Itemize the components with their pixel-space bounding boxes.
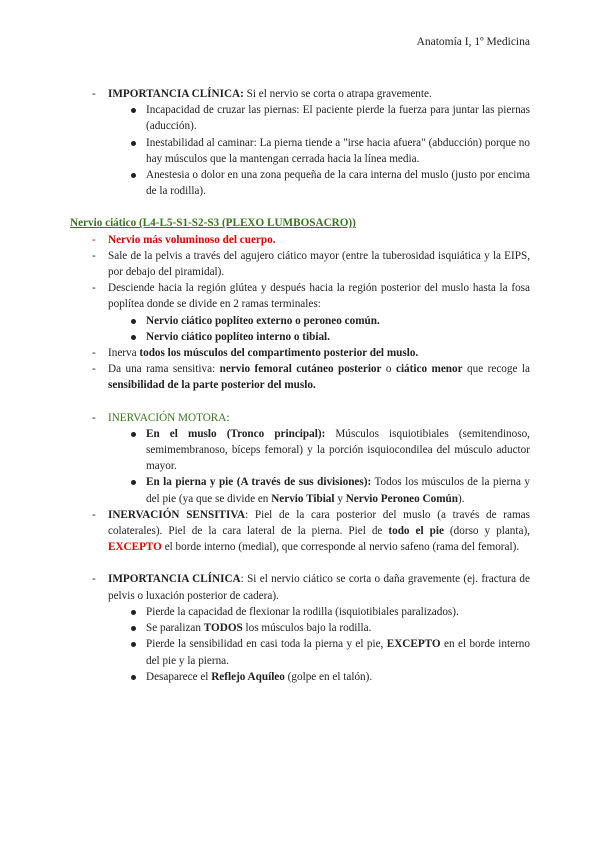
list-item: Inestabilidad al caminar: La pierna tiende a "irse hacia afuera" (abducción) porque no hay músculos que la mantengan cerrada hacia la línea media. [70,135,530,167]
list-item: Anestesia o dolor en una zona pequeña de la cara interna del muslo (justo por encima de la rodilla). [70,167,530,199]
branch-text: Nervio ciático poplíteo externo o peroneo común. [146,314,380,327]
motor-bullet-list [70,426,530,507]
text-span: ). [457,492,465,505]
list-item [70,669,530,685]
sensory-innervation-item [70,507,530,556]
text-span: (golpe en el talón). [284,670,373,683]
branches-list [70,313,530,345]
list-item [70,345,530,361]
bold-span: Reflejo Aquíleo [211,670,285,683]
text-span: Inerva [108,347,140,360]
text-span: Pierde la sensibilidad en casi toda la pierna y el pie, [146,638,387,651]
bold-span: sensibilidad de la parte posterior del muslo. [108,379,316,392]
text-span: Desaparece el [146,670,212,683]
bold-span: Nervio Tibial [271,492,335,505]
red-highlight-text: Nervio más voluminoso del cuerpo. [108,233,276,246]
list-item: Pierde la capacidad de flexionar la rodilla (isquiotibiales paralizados). [70,604,530,620]
bold-span: En la pierna y pie (A través de sus divisiones): [146,476,372,489]
branch-text: Nervio ciático poplíteo interno o tibial. [146,330,330,343]
list-item: - Sale de la pelvis a través del agujero ciático mayor (entre la tuberosidad isquiática y la EIPS, por debajo del piramidal). [70,248,530,280]
clinical-importance-item [70,571,530,603]
text-span: Se paralizan [146,622,204,635]
text-span: que recoge la [462,363,530,376]
except-highlight: EXCEPTO [108,541,162,554]
bold-span: nervio femoral cutáneo posterior [219,363,382,376]
list-item [70,329,530,345]
bold-span: todos los músculos del compartimento posterior del muslo. [139,347,419,360]
section-title: Nervio ciático (L4-L5-S1-S2-S3 (PLEXO LUMBOSACRO)) [70,217,356,230]
list-item [70,426,530,475]
list-item [70,636,530,668]
list-item [70,313,530,329]
clinical-importance-text: Si el nervio se corta o atrapa gravemente. [243,88,432,100]
sensory-innervation-label: INERVACIÓN SENSITIVA [108,508,246,521]
list-item: - Desciende hacia la región glútea y después hacia la región posterior del muslo hasta la fosa poplítea donde se divide en 2 ramas terminales: [70,280,530,312]
bold-span: TODOS [203,622,243,635]
clinical-bullet-list [70,102,530,199]
text-span: los músculos bajo la rodilla. [242,622,372,635]
text-span: Da una rama sensitiva: [108,363,220,376]
clinical-importance-label: IMPORTANCIA CLÍNICA: [108,88,244,100]
bold-span: todo el pie [388,525,444,538]
text-span: Todos los músculos de la pierna y del pie (ya que se divide en [146,476,531,505]
clinical-importance-label: IMPORTANCIA CLÍNICA [108,573,241,586]
clinical-importance-item [70,86,530,102]
text-span: : Piel de la cara posterior del muslo (a través de ramas colaterales). Piel de la cara lateral de la pierna. Piel de [108,508,530,538]
clinical-bullet-list [70,604,530,685]
red-highlight-item [70,232,530,248]
text-span: : Si el nervio ciático se corta o daña gravemente (ej. fractura de pelvis o luxación posterior de cadera). [108,573,530,602]
bold-span: EXCEPTO [386,638,441,651]
text-span: Músculos isquiotibiales (semitendinoso, semimembranoso, bíceps femoral) y la porción isquiocondilea del músculo aductor mayor. [146,427,530,473]
text-span: el borde interno (medial), que corresponde al nervio safeno (rama del femoral). [161,541,520,554]
motor-innervation-label: INERVACIÓN MOTORA [108,411,227,424]
text-span: : [226,411,230,424]
list-item [70,361,530,393]
page-header: Anatomía I, 1º Medicina [416,36,530,48]
list-item: Incapacidad de cruzar las piernas: El paciente pierde la fuerza para juntar las piernas (aducción). [70,102,530,134]
motor-innervation-item [70,410,530,426]
text-span: (dorso y planta), [443,525,530,538]
bold-span: En el muslo (Tronco principal): [146,427,326,440]
list-item [70,474,530,506]
bold-span: Nervio Peroneo Común [345,492,458,505]
bold-span: ciático menor [395,363,463,376]
text-span: y [334,492,346,505]
list-item [70,620,530,636]
text-span: en el borde interno del pie y la pierna. [146,638,530,667]
text-span: o [381,363,396,376]
document-body [70,86,530,685]
